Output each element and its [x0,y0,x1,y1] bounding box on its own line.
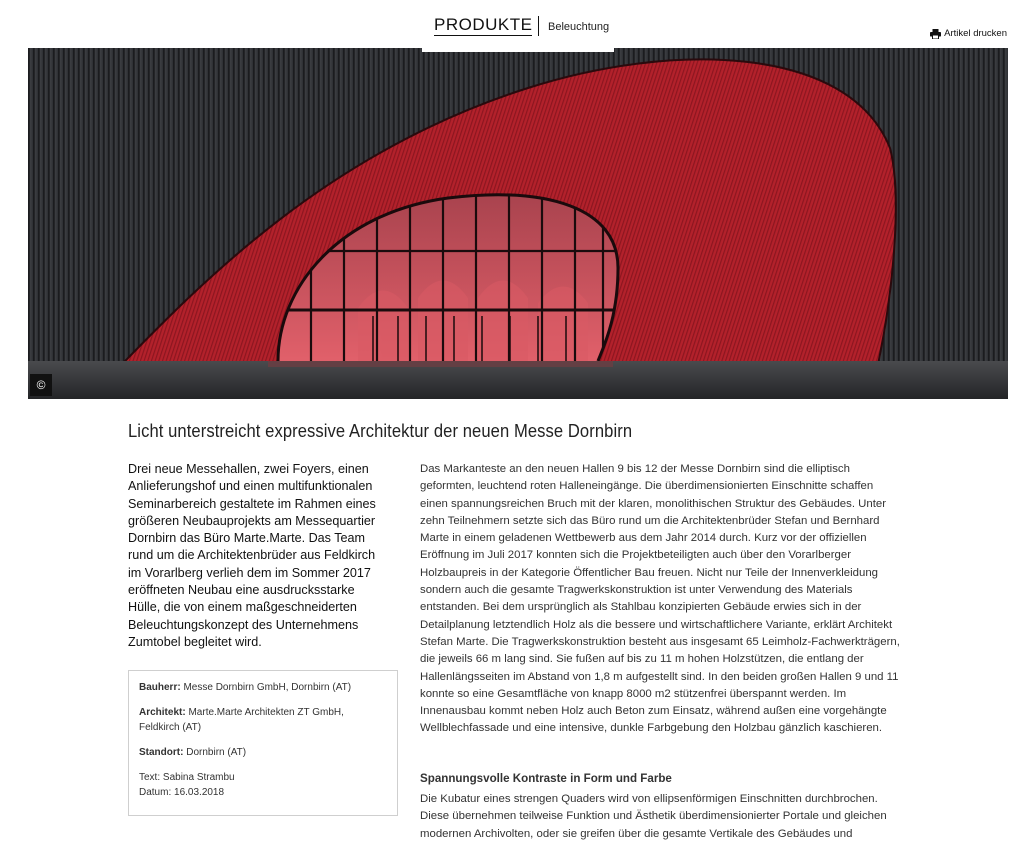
client-row [139,680,387,695]
location-value: Dornbirn (AT) [183,747,247,758]
copyright-badge[interactable]: © [30,374,52,396]
client-label: Bauherr: [139,682,181,693]
article-subheading: Spannungsvolle Kontraste in Form und Farbe [420,772,672,785]
category-header [422,0,614,52]
architect-row [139,705,387,735]
article-date: Datum: 16.03.2018 [139,787,225,798]
print-article-link[interactable] [930,28,1007,39]
print-label: Artikel drucken [944,28,1007,39]
client-value: Messe Dornbirn GmbH, Dornbirn (AT) [180,682,352,693]
project-info-box [128,670,398,816]
article-headline: Licht unterstreicht expressive Architektur der neuen Messe Dornbirn [128,421,633,441]
architect-value: Marte.Marte Architekten ZT GmbH, Feldkirch (AT) [139,707,344,733]
article-lead: Drei neue Messehallen, zwei Foyers, einen Anlieferungshof und einen multifunktionalen Seminarbereich gestaltete im Rahmen eines größeren Neubauprojekts am Messequartier Dornbirn das Büro Marte.Marte. Das Team rund um die Architektenbrüder aus Feldkirch im Vorarlberg verlieh dem im Sommer 2017 eröffneten Neubau eine ausdrucksstarke Hülle, die von einem maßgeschneiderten Beleuchtungskonzept des Unternehmens Zumtobel begleitet wird. [128,462,376,649]
article-body: Das Markanteste an den neuen Hallen 9 bis 12 der Messe Dornbirn sind die elliptisch geformten, leuchtend roten Halleneingänge. Die überdimensionierten Einschnitte schaffen einen spannungsreichen Bruch mit der klaren, monolithischen Struktur des Gebäudes. Unter zehn Teilnehmern setzte sich das Büro rund um die Architektenbrüder Stefan und Bernhard Marte in einem geladenen Wettbewerb aus dem Jahr 2014 durch. Kurz vor der offiziellen Eröffnung im Juli 2017 konnten sich die Projektbeteiligten auch über den Vorarlberger Holzbaupreis in der Kategorie Öffentlicher Bau freuen. Nicht nur Teile der Innenverkleidung sondern auch die gesamte Tragwerkskonstruktion ist unter Verwendung des Materials entstanden. Bei dem ursprünglich als Stahlbau konzipierten Gebäude erwies sich in der Detailplanung letztendlich Holz als die bessere und wirtschaftlichere Variante, erklärt Architekt Stefan Marte. Die Tragwerkskonstruktion besteht aus insgesamt 65 Leimholz-Fachwerkträgern, die jeweils 66 m lang sind. Sie fußen auf bis zu 11 m hohen Holzstützen, die entlang der Hallenlängsseiten im Abstand von 1,8 m aufgestellt sind. In den beiden großen Hallen 9 und 11 konnte so eine Gesamtfläche von knapp 8000 m2 stützenfrei überspannt werden. Im Innenausbau kommt neben Holz auch Beton zum Einsatz, während außen eine vorgehängte Wellblechfassade und eine intensive, dunkle Farbgebung den Holzbau gänzlich kaschieren. [420,463,900,735]
location-row [139,745,387,760]
text-credit: Text: Sabina Strambu [139,772,235,783]
subcategory-label[interactable]: Beleuchtung [548,21,610,33]
category-divider [538,16,539,36]
hero-image [28,48,1008,399]
architect-label: Architekt: [139,707,186,718]
location-label: Standort: [139,747,184,758]
printer-icon [930,29,941,39]
category-title[interactable]: PRODUKTE [434,15,533,34]
article-body-continued: Die Kubatur eines strengen Quaders wird von ellipsenförmigen Einschnitten durchbrochen. Diese übernehmen teilweise Funktion und Ästhetik überdimensionierter Portale und gleichen modernen Archivolten, oder sie greifen über die gesamte Vertikale des Gebäudes und [420,793,887,840]
